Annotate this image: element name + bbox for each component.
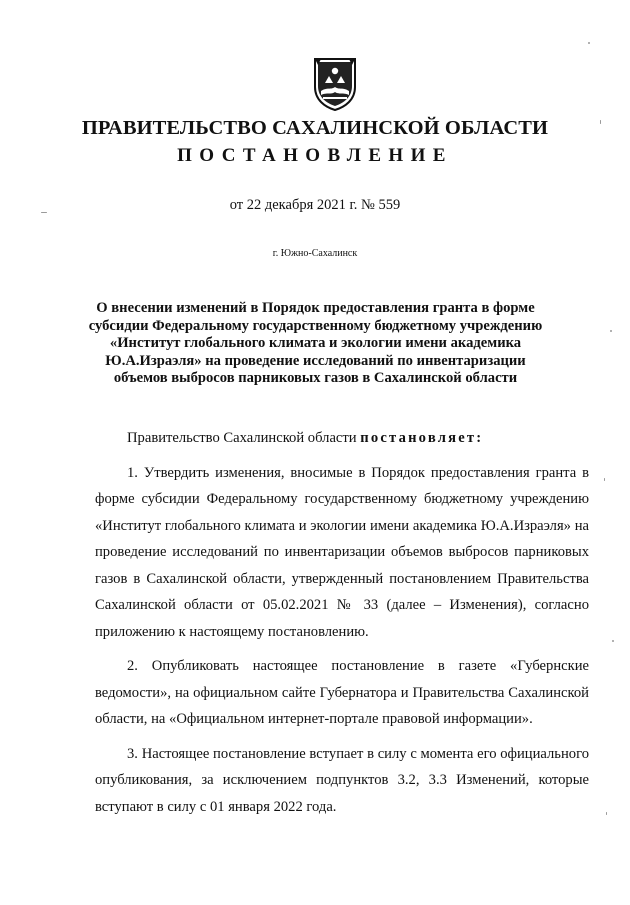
scan-speck xyxy=(588,42,590,44)
scan-speck xyxy=(610,330,612,332)
body-item-2: 2. Опубликовать настоящее постановление в газете «Губернские ведомости», на официальном сайте Губернатора и Правительства Сахалинской области, на «Официальном интернет-портале правовой информации». xyxy=(95,658,589,727)
body-lead xyxy=(95,425,589,452)
scan-speck xyxy=(612,640,614,642)
lead-verb: постановляет: xyxy=(360,430,484,446)
document-subject: О внесении изменений в Порядок предоставления гранта в форме субсидии Федеральному государственному бюджетному учреждению «Институт глобального климата и экологии имени академика Ю.А.Израэля» на проведение исследований по инвентаризации объемов выбросов парниковых газов в Сахалинской области xyxy=(88,300,543,387)
body-item-3: 3. Настоящее постановление вступает в силу с момента его официального опубликования, за исключением подпунктов 3.2, 3.3 Изменений, которые вступают в силу с 01 января 2022 года. xyxy=(95,745,589,815)
scan-speck xyxy=(41,212,47,213)
scan-speck xyxy=(606,812,607,815)
scan-speck xyxy=(604,478,605,481)
document-type-title: ПОСТАНОВЛЕНИЕ xyxy=(177,145,453,166)
scan-speck xyxy=(600,120,601,124)
document-date-number: от 22 декабря 2021 г. № 559 xyxy=(229,197,401,213)
sakhalin-coat-of-arms-icon xyxy=(313,57,357,111)
document-body xyxy=(95,425,589,828)
government-title: ПРАВИТЕЛЬСТВО САХАЛИНСКОЙ ОБЛАСТИ xyxy=(81,117,549,139)
body-item-1: 1. Утвердить изменения, вносимые в Порядок предоставления гранта в форме субсидии Федеральному государственному бюджетному учреждению «Институт глобального климата и экологии имени академика Ю.А.Израэля» на проведение исследований по инвентаризации объемов выбросов парниковых газов в Сахалинской области, утвержденный постановлением Правительства Сахалинской области от 05.02.2021 № 33 (далее – Изменения), согласно приложению к настоящему постановлению. xyxy=(95,464,589,640)
document-city: г. Южно-Сахалинск xyxy=(272,248,358,259)
lead-text: Правительство Сахалинской области xyxy=(127,430,361,446)
